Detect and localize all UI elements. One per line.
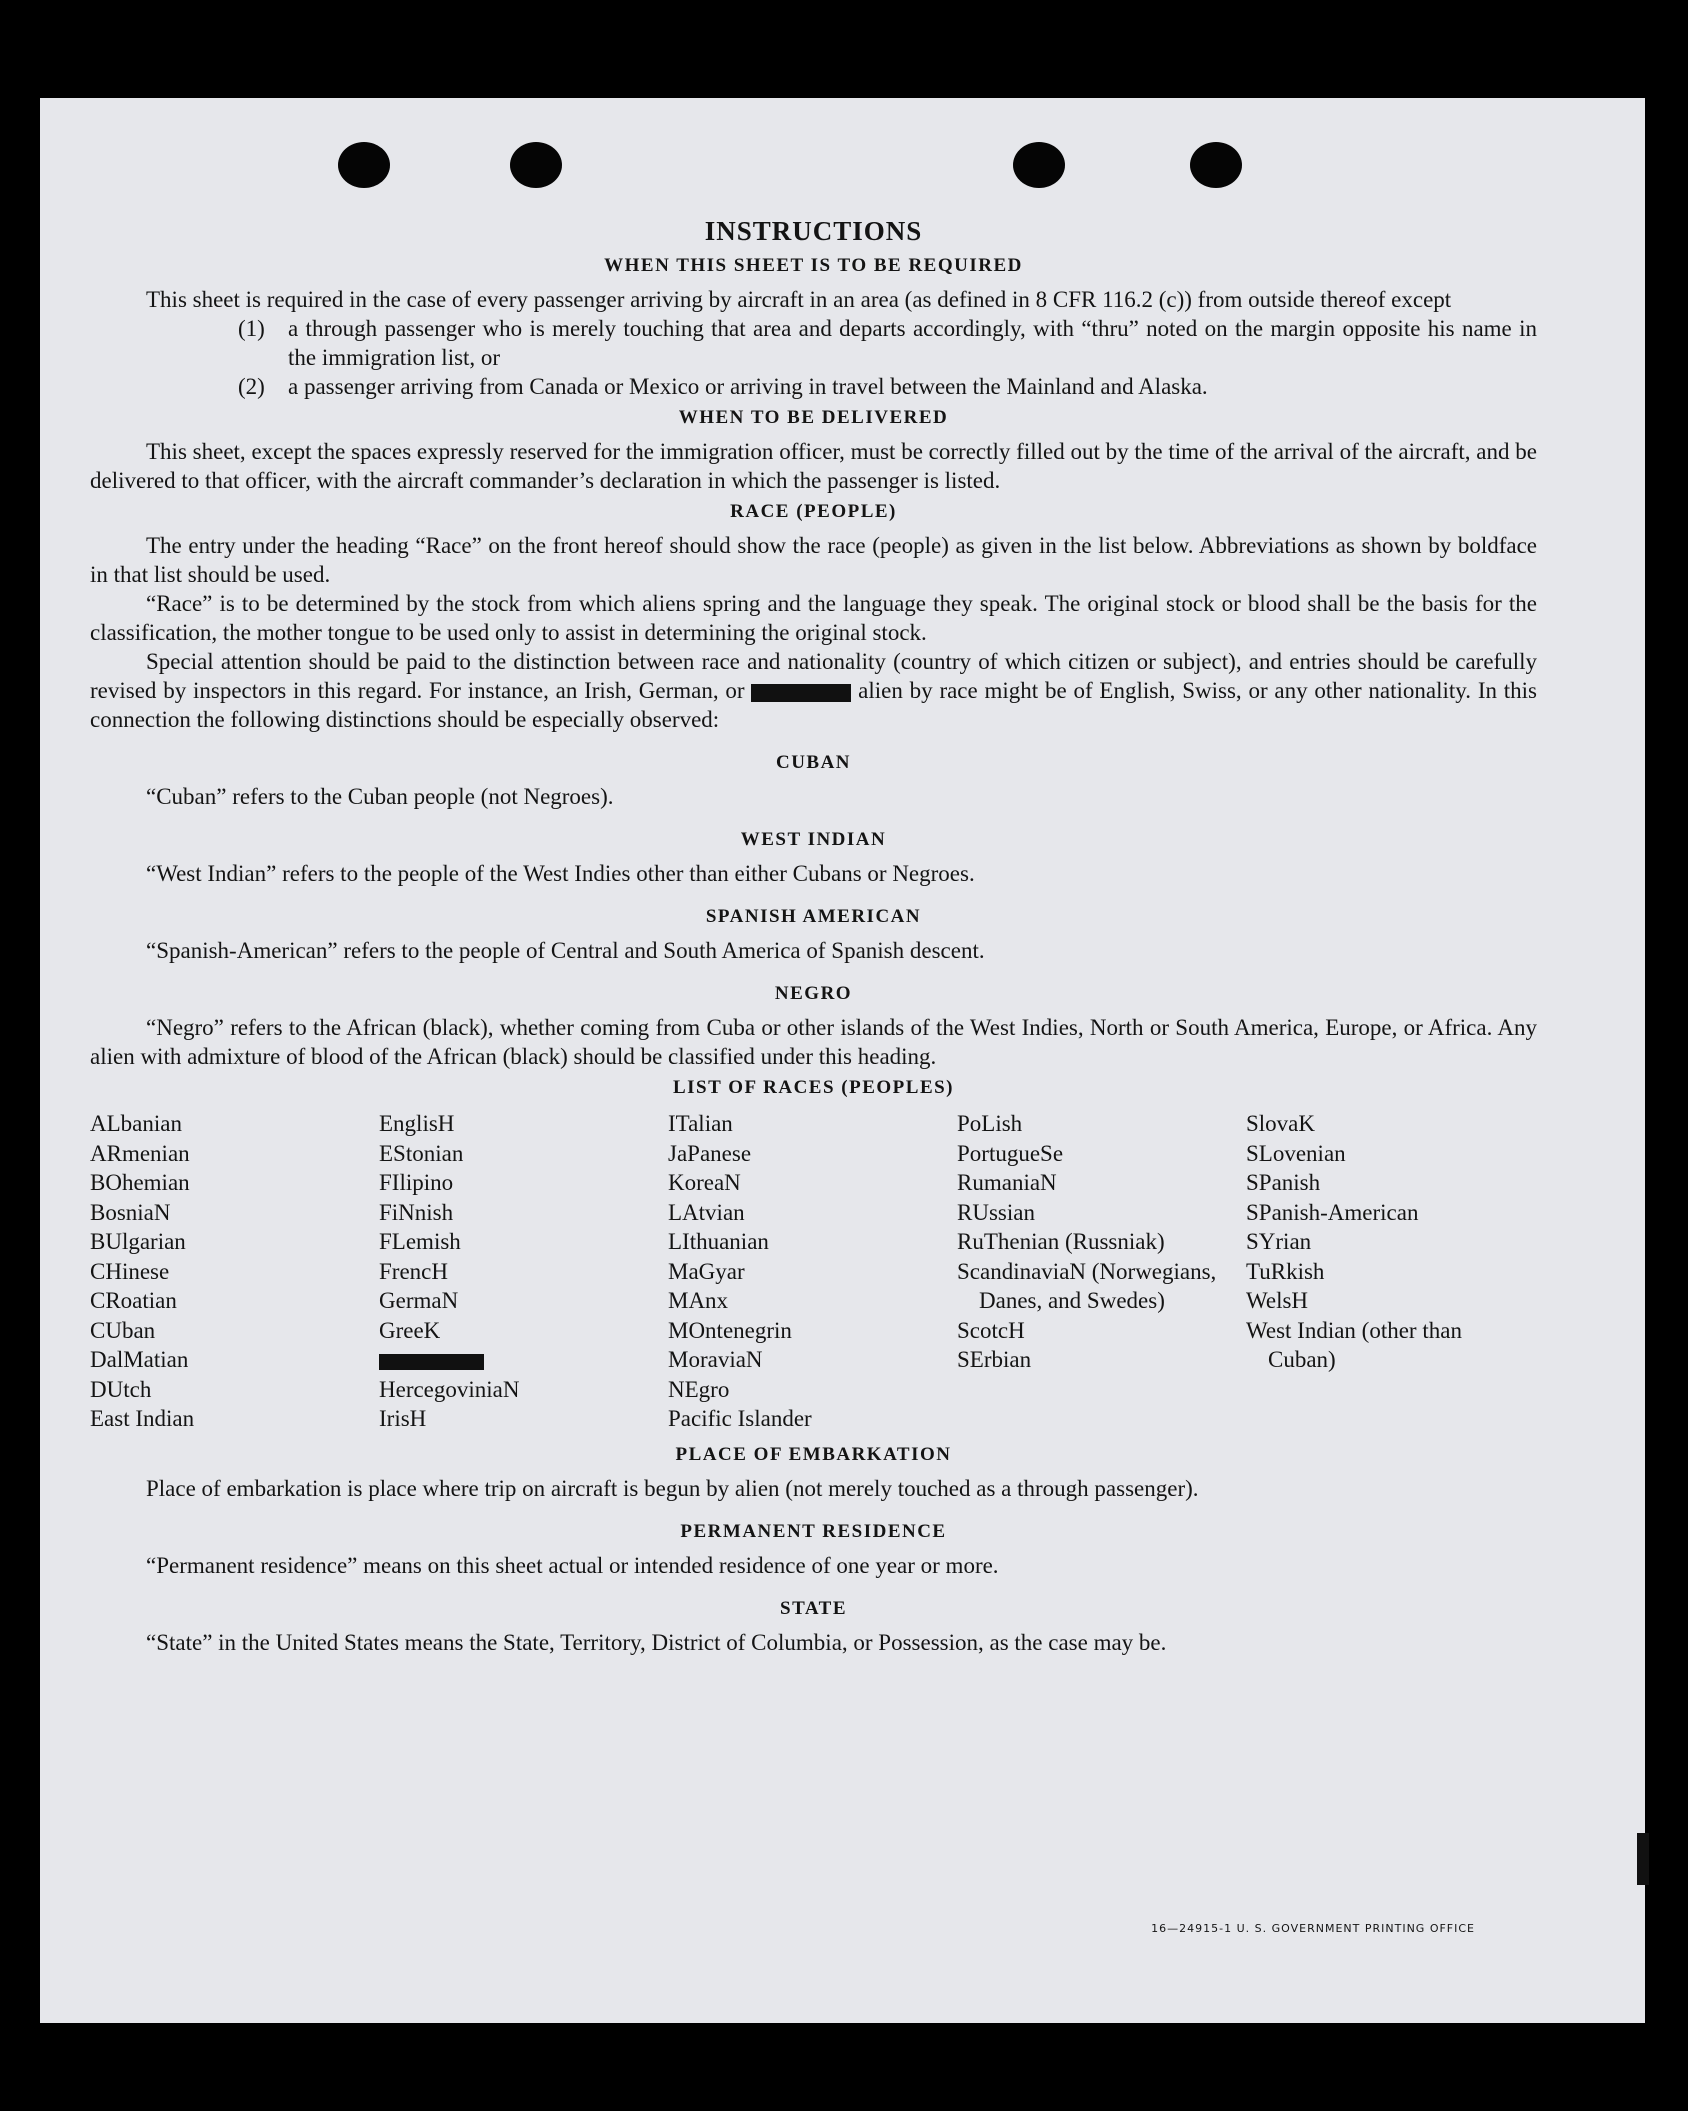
race-entry: West Indian (other than Cuban) (1246, 1317, 1462, 1372)
heading-embarkation: PLACE OF EMBARKATION (675, 1443, 952, 1465)
punch-hole (510, 142, 562, 188)
race-paragraph-1: The entry under the heading “Race” on the front hereof should show the race (people) as given in the list below. Abbreviations as shown by boldface in that list should be used. (90, 533, 1537, 587)
race-entry: FLemish (379, 1229, 461, 1254)
race-entry: FiNnish (379, 1199, 454, 1225)
redaction-mark (379, 1354, 484, 1370)
race-paragraph-3 (90, 647, 1537, 734)
heading-delivered: WHEN TO BE DELIVERED (678, 407, 949, 428)
race-entry: JaPanese (668, 1140, 752, 1166)
heading-cuban: CUBAN (775, 752, 852, 773)
punch-hole (1190, 142, 1242, 188)
race-entry: SLovenian (1246, 1140, 1346, 1166)
item-number: (2) (238, 374, 265, 399)
page-title: INSTRUCTIONS (704, 216, 923, 246)
instructions-content (90, 216, 1537, 1657)
west-indian-text: “West Indian” refers to the people of the West Indies other than either Cubans or Negroes. (146, 861, 975, 886)
race-entry: ARmenian (90, 1140, 190, 1166)
race-entry: MoraviaN (668, 1347, 763, 1372)
punch-hole (1013, 142, 1065, 188)
form-number: 16—24915-1 U. S. GOVERNMENT PRINTING OFFICE (1151, 1922, 1475, 1935)
race-entry: KoreaN (668, 1170, 741, 1195)
race-entry: WelsH (1246, 1288, 1309, 1313)
edge-mark (1637, 1833, 1649, 1885)
race-entry: BosniaN (90, 1199, 171, 1225)
race-entry: SPanish (1246, 1170, 1321, 1195)
heading-negro: NEGRO (774, 983, 853, 1004)
race-paragraph-3a: Special attention should be paid to the distinction between race and nationality (country of which citizen or subject), and entries should be carefully revised by inspectors in this regard. For instance, an Irish, German, or (90, 649, 1537, 703)
race-entry: BOhemian (90, 1170, 190, 1195)
race-entry: GermaN (379, 1288, 459, 1313)
race-entry: NEgro (668, 1376, 730, 1402)
heading-spanish-american: SPANISH AMERICAN (705, 906, 922, 927)
delivered-text: This sheet, except the spaces expressly reserved for the immigration officer, must be correctly filled out by the time of the arrival of the aircraft, and be delivered to that officer, with the aircraft commander’s declaration in which the passenger is listed. (90, 439, 1537, 493)
race-entry: East Indian (90, 1406, 195, 1431)
race-entry: RUssian (957, 1199, 1035, 1225)
race-paragraph-3b: alien by race might be of English, Swiss, or any other nationality. In this connection the following distinctions should be especially observed: (90, 678, 1538, 732)
item-text: a passenger arriving from Canada or Mexico or arriving in travel between the Mainland and Alaska. (288, 374, 1208, 399)
residence-text: “Permanent residence” means on this sheet actual or intended residence of one year or more. (146, 1552, 999, 1578)
item-number: (1) (238, 316, 265, 341)
race-paragraph-2: “Race” is to be determined by the stock from which aliens spring and the language they speak. The original stock or blood shall be the basis for the classification, the mother tongue to be used only to assist in determining the original stock. (90, 591, 1537, 645)
exception-item-1 (90, 314, 1537, 372)
race-entry: BUlgarian (90, 1229, 186, 1254)
races-column-5 (1246, 1109, 1535, 1434)
race-entry: FrencH (379, 1258, 448, 1284)
state-text: “State” in the United States means the State, Territory, District of Columbia, or Possession, as the case may be. (146, 1629, 1167, 1655)
races-column-2 (379, 1109, 668, 1434)
race-entry: PoLish (957, 1111, 1023, 1136)
race-entry: MAnx (668, 1288, 729, 1313)
item-text: a through passenger who is merely touching that area and departs accordingly, with “thru” noted on the margin opposite his name in the immigration list, or (288, 316, 1537, 370)
race-entry: SPanish-American (1246, 1199, 1419, 1225)
races-column-3 (668, 1109, 957, 1434)
race-entry: SlovaK (1246, 1111, 1315, 1136)
race-entry: CRoatian (90, 1288, 177, 1313)
embarkation-text: Place of embarkation is place where trip on aircraft is begun by alien (not merely touched as a through passenger). (146, 1475, 1199, 1501)
negro-text: “Negro” refers to the African (black), whether coming from Cuba or other islands of the West Indies, North or South America, Europe, or Africa. Any alien with admixture of blood of the African (black) should be classified under this heading. (90, 1015, 1537, 1069)
required-intro: This sheet is required in the case of every passenger arriving by aircraft in an area (as defined in 8 CFR 116.2 (c)) from outside thereof except (146, 287, 1452, 312)
race-entry: EStonian (379, 1140, 464, 1166)
race-entry: DUtch (90, 1376, 152, 1402)
race-entry: GreeK (379, 1317, 441, 1343)
heading-races-list: LIST OF RACES (PEOPLES) (672, 1077, 955, 1098)
race-entry: LIthuanian (668, 1229, 769, 1254)
punch-hole (338, 142, 390, 188)
heading-west-indian: WEST INDIAN (740, 829, 887, 850)
races-column-4 (957, 1109, 1246, 1434)
race-entry: DalMatian (90, 1347, 189, 1372)
cuban-text: “Cuban” refers to the Cuban people (not Negroes). (146, 784, 614, 809)
heading-required: WHEN THIS SHEET IS TO BE REQUIRED (604, 255, 1023, 276)
races-list (90, 1109, 1537, 1434)
race-entry: TuRkish (1246, 1258, 1325, 1284)
document-page (40, 98, 1645, 2023)
redaction-mark (751, 684, 851, 702)
race-entry: IrisH (379, 1406, 427, 1431)
race-entry: FIlipino (379, 1170, 454, 1195)
race-entry: EnglisH (379, 1111, 455, 1136)
race-entry: CHinese (90, 1258, 170, 1284)
race-entry: CUban (90, 1317, 156, 1343)
race-entry: Pacific Islander (668, 1406, 812, 1431)
race-entry: ScandinaviaN (Norwegians, Danes, and Swedes) (957, 1258, 1217, 1313)
race-entry-redacted (379, 1345, 668, 1375)
race-entry: PortugueSe (957, 1140, 1064, 1166)
races-column-1 (90, 1109, 379, 1434)
race-entry: SYrian (1246, 1229, 1312, 1254)
race-entry: ScotcH (957, 1317, 1025, 1343)
heading-residence: PERMANENT RESIDENCE (680, 1520, 947, 1542)
race-entry: HercegoviniaN (379, 1376, 520, 1402)
race-entry: ALbanian (90, 1111, 182, 1136)
race-entry: MaGyar (668, 1258, 745, 1284)
race-entry: SErbian (957, 1347, 1032, 1372)
spanish-american-text: “Spanish-American” refers to the people of Central and South America of Spanish descent. (146, 938, 985, 963)
race-entry: LAtvian (668, 1199, 745, 1225)
heading-race: RACE (PEOPLE) (730, 501, 897, 522)
exception-item-2 (90, 372, 1537, 401)
race-entry: RumaniaN (957, 1170, 1057, 1195)
race-entry: MOntenegrin (668, 1317, 792, 1343)
race-entry: RuThenian (Russniak) (957, 1229, 1165, 1254)
heading-state: STATE (780, 1597, 847, 1619)
race-entry: ITalian (668, 1111, 733, 1136)
